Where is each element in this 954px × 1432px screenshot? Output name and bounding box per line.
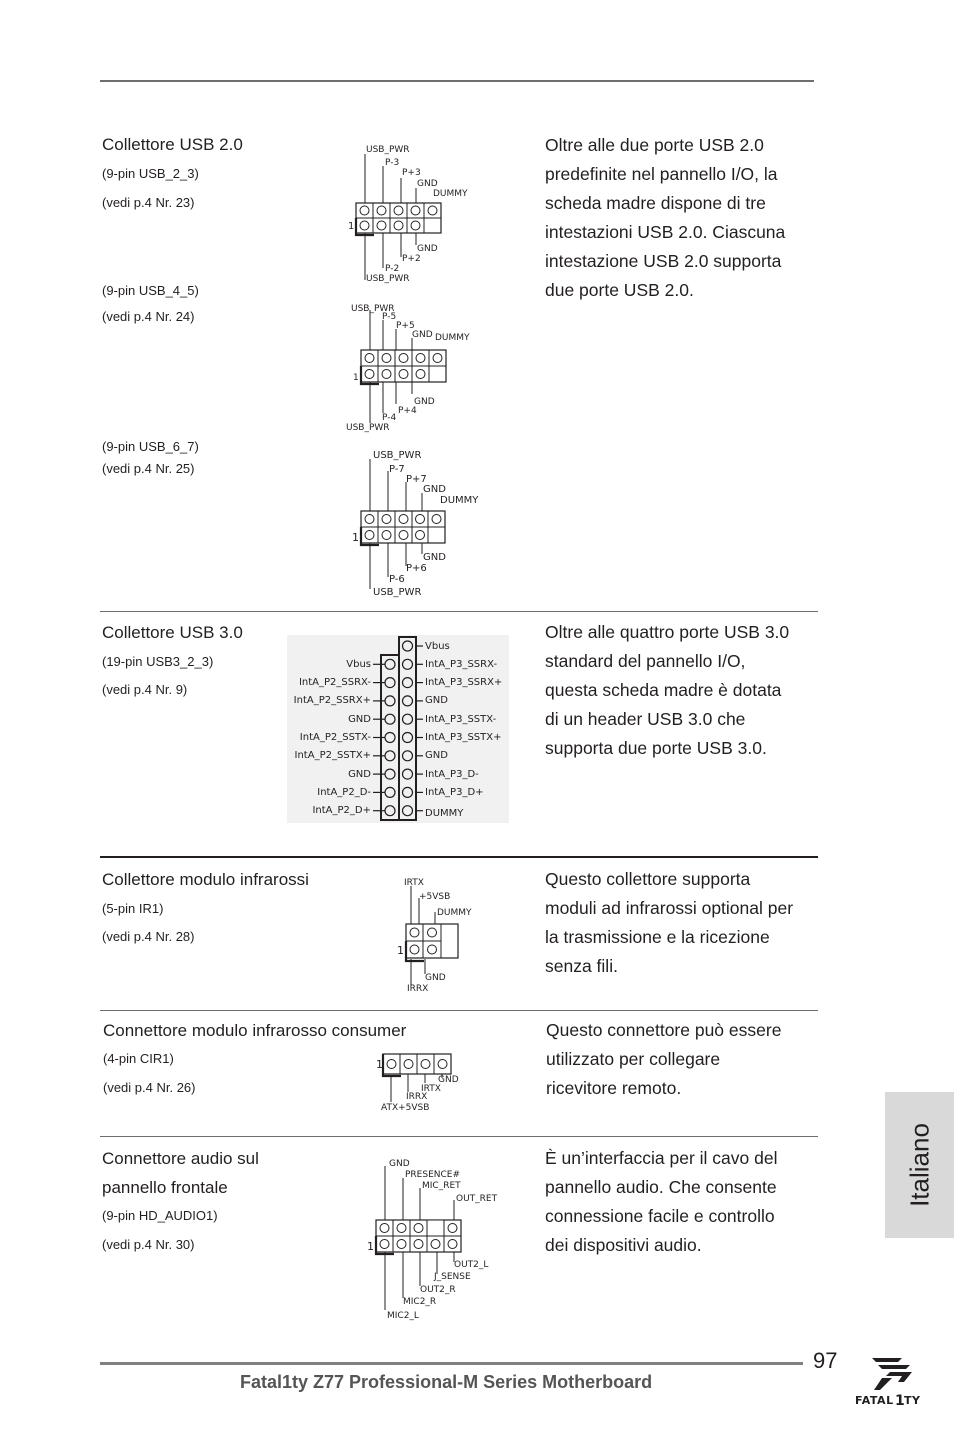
usb2-pin-label: USB_PWR — [346, 423, 390, 433]
usb2-pin-label: DUMMY — [440, 495, 479, 506]
usb3-pin-label: IntA_P3_SSTX+ — [425, 732, 502, 743]
ir-pin-label: DUMMY — [437, 908, 472, 918]
usb2-pin-label: GND — [423, 552, 446, 563]
audio-title-line2: pannello frontale — [102, 1178, 228, 1197]
audio-pins: (9-pin HD_AUDIO1) — [102, 1208, 218, 1223]
cir-header-diagram — [375, 1050, 465, 1115]
ir-pins: (5-pin IR1) — [102, 901, 164, 916]
usb3-pin-label: IntA_P3_SSRX- — [425, 659, 498, 670]
ir-description: Questo collettore supporta moduli ad infrarossi optional per la trasmissione e la ricezione senza fili. — [545, 869, 794, 976]
usb2-pin-label: GND — [417, 244, 438, 254]
usb2-ref-c: (vedi p.4 Nr. 25) — [102, 461, 195, 476]
audio-header-diagram — [365, 1154, 510, 1324]
usb3-pin-label: Vbus — [425, 641, 450, 652]
pin1-marker: 1 — [352, 531, 359, 544]
usb2-pin-label: USB_PWR — [373, 587, 422, 598]
usb2-pin-label: GND — [414, 397, 435, 407]
section-divider — [100, 611, 818, 612]
usb2-pin-label: P-2 — [385, 264, 400, 274]
usb3-pin-label: IntA_P2_D- — [317, 787, 371, 798]
usb3-header-diagram — [287, 635, 509, 823]
cir-pin-label: GND — [438, 1075, 459, 1085]
usb3-pin-label: GND — [425, 695, 448, 706]
usb3-pin-label: IntA_P2_SSRX+ — [293, 695, 371, 706]
usb2-pin-label: P+4 — [398, 406, 417, 416]
usb3-pin-label: IntA_P2_SSTX+ — [294, 750, 371, 761]
top-rule — [100, 80, 814, 82]
section-divider — [100, 1136, 818, 1137]
usb2-pin-label: P+7 — [406, 474, 427, 485]
audio-pin-label: OUT2_L — [454, 1260, 489, 1270]
cir-title: Connettore modulo infrarosso consumer — [103, 1021, 407, 1040]
usb2-pin-label: P+3 — [402, 168, 421, 178]
usb3-pin-label: GND — [348, 714, 371, 725]
cir-description: Questo connettore può essere utilizzato per collegare ricevitore remoto. — [546, 1020, 782, 1098]
usb2-pin-label: DUMMY — [433, 189, 468, 199]
audio-pin-label: J_SENSE — [434, 1272, 471, 1282]
cir-pin-label: IRTX — [421, 1084, 441, 1094]
audio-pin-label: PRESENCE# — [405, 1170, 461, 1180]
usb2-header-diagram — [345, 300, 485, 435]
ir-pin-label: IRTX — [404, 878, 424, 888]
usb2-header-diagram — [345, 140, 485, 288]
usb3-pins: (19-pin USB3_2_3) — [102, 654, 214, 669]
audio-pin-label: MIC2_R — [403, 1297, 437, 1307]
cir-ref: (vedi p.4 Nr. 26) — [103, 1080, 196, 1095]
usb2-pins-a: (9-pin USB_2_3) — [102, 166, 199, 181]
audio-pin-label: MIC2_L — [387, 1311, 419, 1321]
usb3-pin-label: IntA_P3_D+ — [425, 787, 484, 798]
ir-pin-label: IRRX — [407, 984, 429, 994]
section-divider — [100, 1010, 818, 1011]
usb3-pin-label: IntA_P3_D- — [425, 769, 479, 780]
usb3-pin-label: GND — [425, 750, 448, 761]
usb2-pins-c: (9-pin USB_6_7) — [102, 439, 199, 454]
pin1-marker: 1 — [397, 944, 404, 957]
page-number: 97 — [813, 1348, 838, 1373]
usb2-pin-label: USB_PWR — [366, 145, 410, 155]
usb2-pin-label: P-7 — [389, 464, 405, 475]
usb3-pin-label: IntA_P3_SSTX- — [425, 714, 497, 725]
cir-pins: (4-pin CIR1) — [103, 1051, 174, 1066]
usb2-pin-label: DUMMY — [435, 333, 470, 343]
language-side-tab — [885, 1092, 954, 1238]
footer-rule — [100, 1362, 803, 1365]
audio-pin-label: OUT2_R — [420, 1285, 456, 1295]
ir-ref: (vedi p.4 Nr. 28) — [102, 929, 195, 944]
cir-pin-label: ATX+5VSB — [381, 1103, 430, 1113]
usb2-pin-label: GND — [412, 330, 433, 340]
usb2-pin-label: P-5 — [382, 312, 397, 322]
audio-pin-label: OUT_RET — [456, 1194, 498, 1204]
audio-title-line1: Connettore audio sul — [102, 1149, 259, 1168]
usb3-pin-label: GND — [348, 769, 371, 780]
usb3-ref: (vedi p.4 Nr. 9) — [102, 682, 188, 697]
language-tab-label: Italiano — [904, 1123, 934, 1207]
usb3-pin-label: IntA_P2_SSTX- — [299, 732, 371, 743]
svg-text:1: 1 — [895, 1393, 905, 1408]
usb2-pin-label: P+2 — [402, 254, 421, 264]
audio-pin-label: GND — [389, 1159, 410, 1169]
usb2-pin-label: USB_PWR — [366, 274, 410, 284]
footer-title: Fatal1ty Z77 Professional-M Series Motherboard — [240, 1372, 653, 1392]
usb2-pin-label: P-3 — [385, 158, 400, 168]
fatal1ty-logo — [852, 1352, 932, 1408]
usb2-header-diagram — [350, 445, 490, 600]
usb3-pin-label: DUMMY — [425, 808, 464, 819]
usb2-pin-label: P-6 — [389, 574, 405, 585]
usb3-pin-label: IntA_P2_D+ — [312, 805, 371, 816]
usb2-pin-label: USB_PWR — [373, 450, 422, 461]
ir-pin-label: +5VSB — [419, 892, 451, 902]
usb2-ref-a: (vedi p.4 Nr. 23) — [102, 195, 195, 210]
usb2-pin-label: GND — [417, 179, 438, 189]
usb2-description: Oltre alle due porte USB 2.0 predefinite nel pannello I/O, la scheda madre dispone di tre intestazioni USB 2.0. Ciascuna intestazione USB 2.0 supporta due porte USB 2.0. — [545, 135, 786, 300]
logo-text: FATAL1TY — [852, 1352, 857, 1353]
usb2-pin-label: P+6 — [406, 563, 427, 574]
usb2-pin-label: GND — [423, 484, 446, 495]
audio-pin-label: MIC_RET — [422, 1181, 461, 1191]
usb2-pin-label: P-4 — [382, 413, 397, 423]
cir-pin-label: IRRX — [406, 1092, 428, 1102]
svg-text:FATAL: FATAL — [855, 1394, 894, 1407]
pin1-marker: 1 — [367, 1240, 374, 1253]
usb3-pin-label: IntA_P3_SSRX+ — [425, 677, 503, 688]
ir-pin-label: GND — [425, 973, 446, 983]
audio-ref: (vedi p.4 Nr. 30) — [102, 1237, 195, 1252]
usb2-ref-b: (vedi p.4 Nr. 24) — [102, 309, 195, 324]
pin1-marker: 1 — [348, 221, 355, 232]
usb2-pins-b: (9-pin USB_4_5) — [102, 283, 199, 298]
ir-header-diagram — [395, 874, 495, 994]
section-divider — [100, 856, 818, 858]
usb3-title: Collettore USB 3.0 — [102, 623, 243, 642]
svg-text:TY: TY — [904, 1394, 921, 1407]
pin1-marker: 1 — [376, 1058, 383, 1071]
usb2-title: Collettore USB 2.0 — [102, 135, 243, 154]
usb3-pin-label: IntA_P2_SSRX- — [298, 677, 371, 688]
usb2-pin-label: USB_PWR — [351, 304, 395, 314]
usb3-description: Oltre alle quattro porte USB 3.0 standard del pannello I/O, questa scheda madre è dotata di un header USB 3.0 che supporta due porte USB 3.0. — [545, 622, 790, 758]
ir-title: Collettore modulo infrarossi — [102, 870, 309, 889]
audio-description: È un’interfaccia per il cavo del pannello audio. Che consente connessione facile e controllo dei dispositivi audio. — [545, 1148, 778, 1255]
pin1-marker: 1 — [353, 373, 359, 383]
usb2-pin-label: P+5 — [396, 321, 415, 331]
usb3-pin-label: Vbus — [346, 659, 371, 670]
